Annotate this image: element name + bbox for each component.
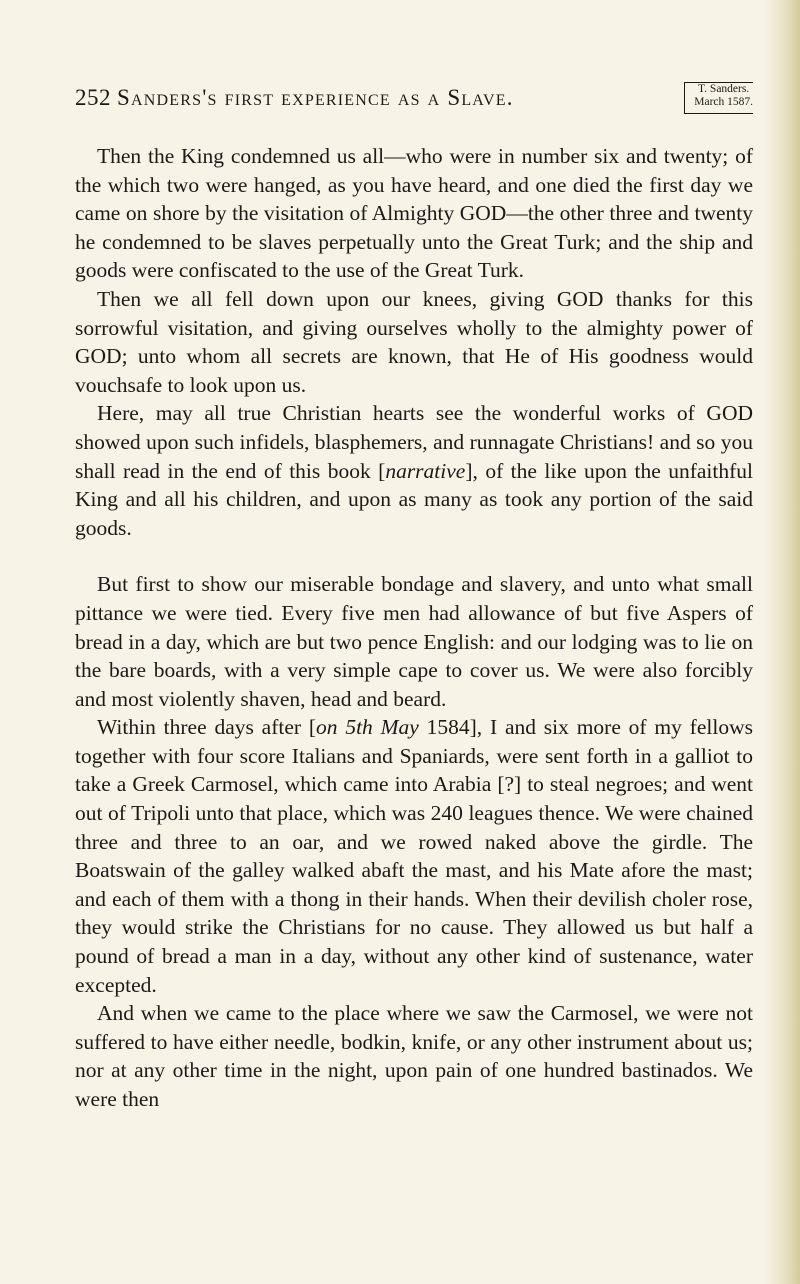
running-head: [75, 78, 753, 118]
paragraph-4: But first to show our miserable bondage and slavery, and unto what small pittance we were tied. Every five men had allowance of but five Aspers of bread in a day, which are but two pence English: and our lodging was to lie on the bare boards, with a very simple cape to cover us. We were also forcibly and most violently shaven, head and beard.: [75, 572, 753, 711]
running-title: Sanders's first experience as a Slave.: [117, 85, 514, 110]
page-edge-shadow: [764, 0, 800, 1284]
paragraph-2: Then we all fell down upon our knees, giving GOD thanks for this sorrowful visitation, and giving ourselves wholly to the almighty power of GOD; unto whom all secrets are known, that He of His goodness would vouchsafe to look upon us.: [75, 286, 753, 397]
paragraph-1: Then the King condemned us all—who were in number six and twenty; of the which two were hanged, as you have heard, and one died the first day we came on shore by the visitation of Almighty GOD—the other three and twenty he condemned to be slaves perpetually unto the Great Turk; and the ship and goods were confiscated to the use of the Great Turk.: [75, 144, 753, 283]
side-note-bracket: [684, 82, 753, 114]
paragraph-3-text-b: ], of the like upon the unfaithful King and all his children, and upon as many as took any portion of the said goods.: [75, 458, 753, 540]
paragraph-5-italic: on 5th May: [316, 715, 419, 740]
body-text: [75, 142, 753, 1114]
paragraph-5-text-a: Within three days after [: [97, 715, 317, 740]
paragraph-6: And when we came to the place where we saw the Carmosel, we were not suffered to have either needle, bodkin, knife, or any other instrument about us; nor at any other time in the night, upon pain of one hundred bastinados. We were then: [75, 1001, 753, 1111]
paragraph-3-text-a: Here, may all true Christian hearts see the wonderful works of GOD showed upon such infidels, blasphemers, and runnagate Christians! and so you shall read in the end of this book [: [75, 401, 753, 483]
paragraph-3-italic: narrative: [385, 458, 466, 483]
paragraph-5-text-b: 1584], I and six more of my fellows together with four score Italians and Spaniards, were sent forth in a galliot to take a Greek Carmosel, which came into Arabia [?] to steal negroes; and went out of Tripoli unto that place, which was 240 leagues thence. We were chained three and three to an oar, and we rowed naked above the girdle. The Boatswain of the galley walked abaft the mast, and his Mate afore the mast; and each of them with a thong in their hands. When their devilish choler rose, they would strike the Christians for no cause. They allowed us but half a pound of bread a man in a day, without any other kind of sustenance, water excepted.: [75, 715, 753, 997]
side-note-date: March 1587.: [694, 96, 753, 108]
paragraph-5: [75, 713, 753, 999]
page-number: 252: [75, 85, 111, 110]
paragraph-3: [75, 399, 753, 542]
book-page: [75, 78, 753, 1114]
side-note-author: T. Sanders.: [698, 83, 750, 95]
